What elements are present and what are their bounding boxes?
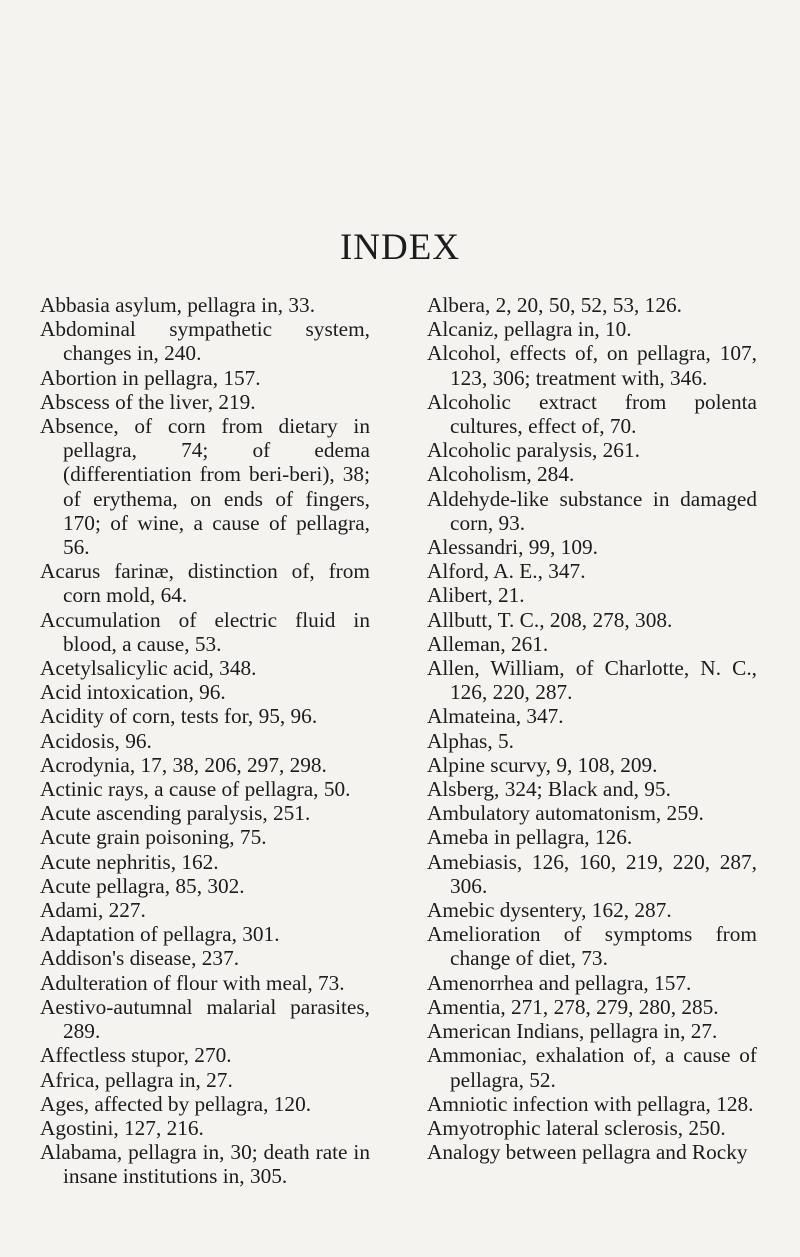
index-entry: Actinic rays, a cause of pellagra, 50. <box>40 777 351 802</box>
index-entry: Acarus farinæ, distinction of, from corn mold, 64. <box>40 559 370 608</box>
index-entry: Alessandri, 99, 109. <box>427 535 598 560</box>
index-entry: Analogy between pellagra and Rocky <box>427 1140 748 1165</box>
index-entry: Alcaniz, pellagra in, 10. <box>427 317 632 342</box>
index-entry: Aldehyde-like substance in damaged corn, 93. <box>427 486 757 535</box>
index-entry: Abortion in pellagra, 157. <box>40 365 261 390</box>
index-entry: Alabama, pellagra in, 30; death rate in insane institutions in, 305. <box>40 1140 370 1189</box>
index-entry: Alpine scurvy, 9, 108, 209. <box>427 752 658 777</box>
index-entry: Amniotic infection with pellagra, 128. <box>427 1091 754 1116</box>
index-entry: Adami, 227. <box>40 898 146 923</box>
index-entry: Accumulation of electric fluid in blood, a cause, 53. <box>40 607 370 656</box>
index-entry: Alcoholism, 284. <box>427 462 575 487</box>
index-entry: Agostini, 127, 216. <box>40 1115 204 1140</box>
index-column-right <box>427 293 757 1164</box>
index-entry: Amelioration of symptoms from change of diet, 73. <box>427 922 757 971</box>
index-entry: Alibert, 21. <box>427 583 525 608</box>
index-entry: Adulteration of flour with meal, 73. <box>40 970 345 995</box>
index-entry: Ameba in pellagra, 126. <box>427 825 633 850</box>
index-entry: Abscess of the liver, 219. <box>40 389 256 414</box>
index-entry: Addison's disease, 237. <box>40 946 240 971</box>
index-entry: Alphas, 5. <box>427 728 514 753</box>
index-entry: Allen, William, of Charlotte, N. C., 126, 220, 287. <box>427 656 757 705</box>
index-entry: Affectless stupor, 270. <box>40 1043 232 1068</box>
index-entry: American Indians, pellagra in, 27. <box>427 1019 718 1044</box>
index-entry: Abdominal sympathetic system, changes in, 240. <box>40 317 370 366</box>
index-entry: Albera, 2, 20, 50, 52, 53, 126. <box>427 293 682 317</box>
index-entry: Alcohol, effects of, on pellagra, 107, 123, 306; treatment with, 346. <box>427 341 757 390</box>
index-entry: Amenorrhea and pellagra, 157. <box>427 970 692 995</box>
index-entry: Aestivo-autumnal malarial parasites, 289. <box>40 994 370 1044</box>
index-entry: Acetylsalicylic acid, 348. <box>40 656 257 681</box>
index-entry: Amentia, 271, 278, 279, 280, 285. <box>427 994 719 1019</box>
index-entry: Alford, A. E., 347. <box>427 559 586 584</box>
index-entry: Almateina, 347. <box>427 704 564 729</box>
index-column-left <box>40 293 370 1189</box>
index-entry: Acute pellagra, 85, 302. <box>40 873 245 898</box>
index-entry: Ambulatory automatonism, 259. <box>427 801 704 826</box>
index-entry: Alsberg, 324; Black and, 95. <box>427 777 671 802</box>
index-entry: Alcoholic extract from polenta cultures, effect of, 70. <box>427 389 757 439</box>
index-entry: Africa, pellagra in, 27. <box>40 1067 233 1092</box>
page-title: INDEX <box>339 227 461 268</box>
index-entry: Amyotrophic lateral sclerosis, 250. <box>427 1115 726 1140</box>
index-entry: Acute grain poisoning, 75. <box>40 825 267 850</box>
index-entry: Acid intoxication, 96. <box>40 680 226 705</box>
index-entry: Ages, affected by pellagra, 120. <box>40 1091 312 1116</box>
index-entry: Alcoholic paralysis, 261. <box>427 438 640 463</box>
index-entry: Absence, of corn from dietary in pellagra, 74; of edema (differentiation from beri-beri), 38; of erythema, on ends of fingers, 170; of wine, a cause of pellagra, 56. <box>40 414 370 560</box>
index-entry: Amebic dysentery, 162, 287. <box>427 898 672 923</box>
index-entry: Allbutt, T. C., 208, 278, 308. <box>427 607 673 632</box>
index-entry: Acrodynia, 17, 38, 206, 297, 298. <box>40 752 327 777</box>
index-entry: Acidosis, 96. <box>40 728 152 753</box>
index-entry: Adaptation of pellagra, 301. <box>40 922 280 947</box>
index-entry: Abbasia asylum, pellagra in, 33. <box>40 293 316 317</box>
index-entry: Acute ascending paralysis, 251. <box>40 801 311 826</box>
index-entry: Ammoniac, exhalation of, a cause of pellagra, 52. <box>427 1043 757 1092</box>
index-entry: Acidity of corn, tests for, 95, 96. <box>40 704 318 729</box>
index-entry: Acute nephritis, 162. <box>40 849 219 874</box>
index-entry: Alleman, 261. <box>427 631 549 656</box>
index-entry: Amebiasis, 126, 160, 219, 220, 287, 306. <box>427 849 757 898</box>
